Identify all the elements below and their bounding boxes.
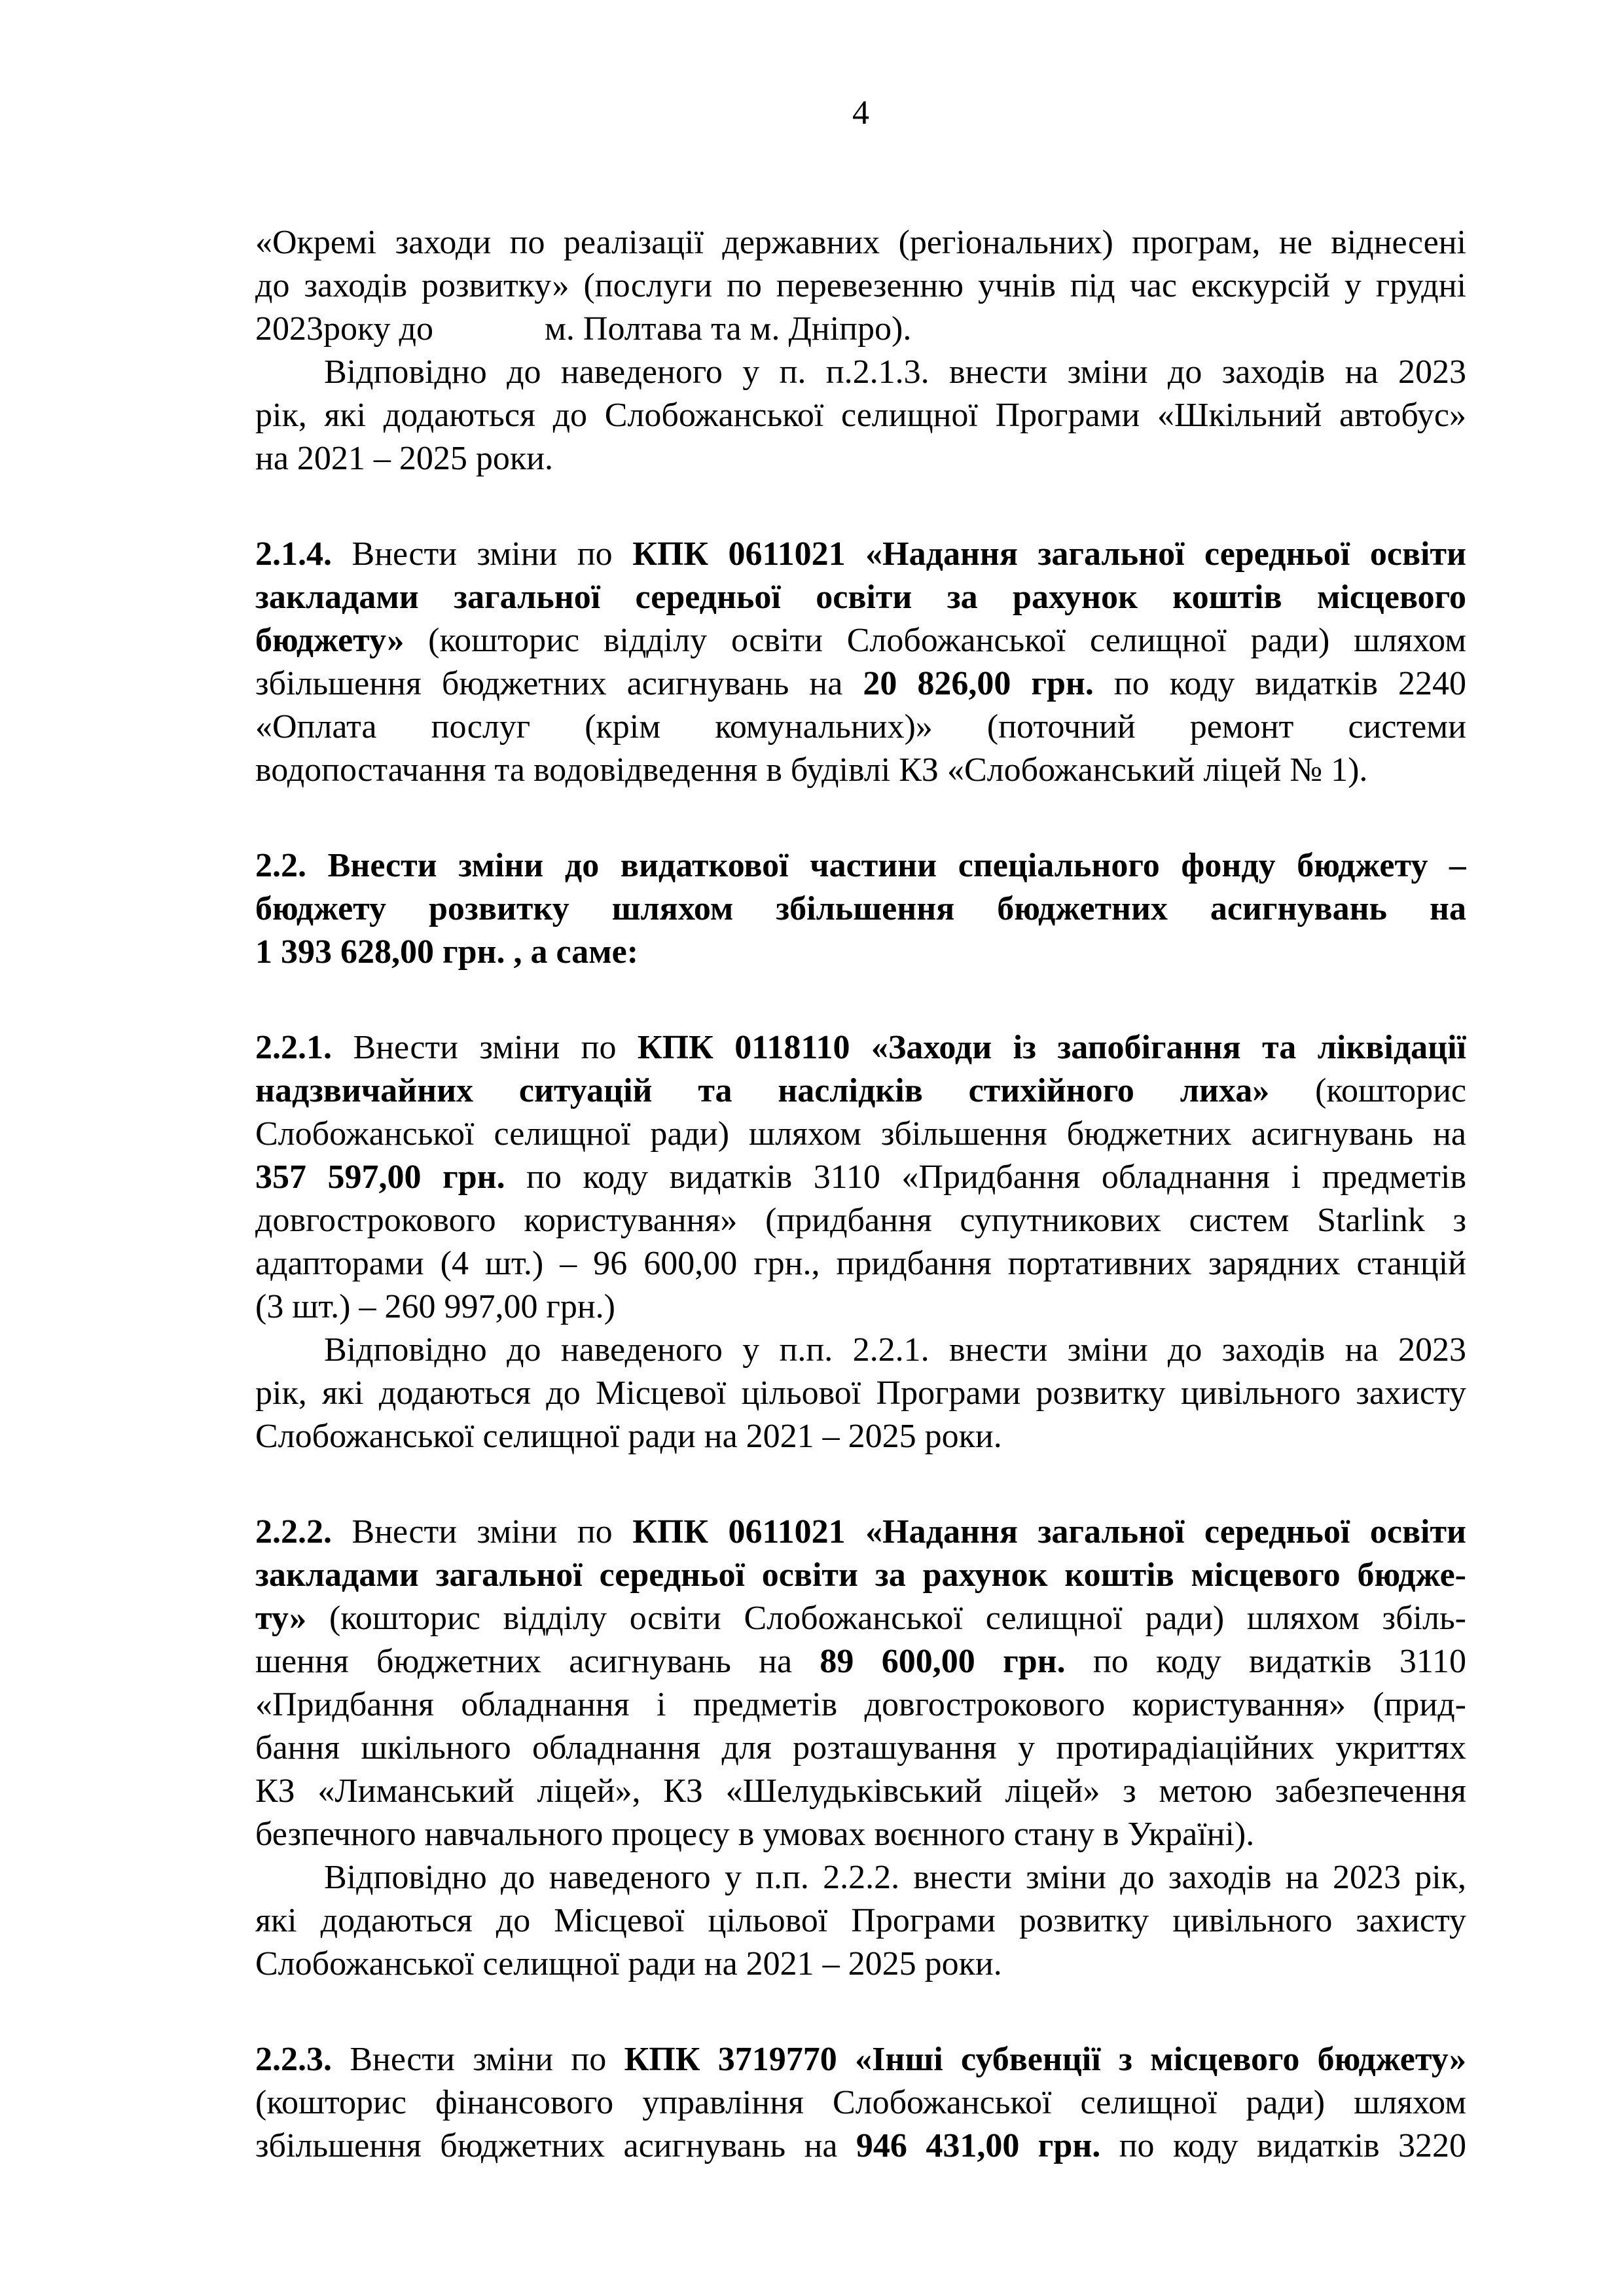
bold-text-run: 1 393 628,00 грн. , а саме: — [255, 933, 639, 971]
text-line — [255, 749, 1466, 792]
text-line — [255, 2125, 1466, 2168]
bold-text-run: 2.2.3. — [255, 2041, 332, 2078]
text-run: Внести зміни по — [332, 1513, 633, 1551]
text-line — [255, 1943, 1466, 1986]
bold-text-run: 946 431,00 грн. — [856, 2127, 1101, 2164]
text-run: збільшення бюджетних асигнувань на — [255, 2127, 856, 2164]
text-run: м. Полтава та м. Дніпро). — [544, 310, 912, 348]
text-line — [255, 1069, 1466, 1113]
text-run: (кошторис фінансового управління Слобожанської селищної ради) шляхом — [255, 2084, 1466, 2121]
text-run: безпечного навчального процесу в умовах воєнного стану в Україні). — [255, 1816, 1255, 1853]
bold-text-run: 2.2. Внести зміни до видаткової частини спеціального фонду бюджету – — [255, 847, 1466, 884]
bold-text-run: надзвичайних ситуацій та наслідків стихійного лиха» — [255, 1072, 1270, 1109]
text-line — [255, 1899, 1466, 1943]
text-line — [255, 264, 1466, 308]
text-run: на 2021 – 2025 роки. — [255, 440, 553, 477]
bold-text-run: бюджету розвитку шляхом збільшення бюджетних асигнувань на — [255, 890, 1466, 927]
text-run: «Придбання обладнання і предметів довгострокового користування» (прид- — [255, 1686, 1466, 1723]
text-run: Відповідно до наведеного у п. п.2.1.3. внести зміни до заходів на 2023 — [324, 353, 1466, 391]
text-line — [255, 931, 1466, 974]
section-2-2-2 — [255, 1511, 1466, 1856]
text-run: «Оплата послуг (крім комунальних)» (поточний ремонт системи — [255, 708, 1466, 745]
text-run: Слобожанської селищної ради на 2021 – 2025 роки. — [255, 1945, 1002, 1982]
section-2-2-3 — [255, 2038, 1466, 2168]
text-line — [255, 1285, 1466, 1329]
section-2-2 — [255, 844, 1466, 974]
text-line — [255, 1770, 1466, 1813]
text-run: Внести зміни по — [332, 1029, 638, 1066]
text-run: адапторами (4 шт.) – 96 600,00 грн., придбання портативних зарядних станцій — [255, 1245, 1466, 1282]
text-run: по коду видатків 2240 — [1093, 665, 1466, 702]
bold-text-run: КПК 3719770 «Інші субвенції з місцевого бюджету» — [624, 2041, 1466, 2078]
text-line — [255, 1813, 1466, 1856]
text-run: Внести зміни по — [332, 2041, 624, 2078]
text-line — [255, 351, 1466, 394]
text-line — [255, 619, 1466, 662]
text-run: Слобожанської селищної ради на 2021 – 2025 роки. — [255, 1418, 1002, 1455]
text-line — [255, 437, 1466, 480]
text-run: бання шкільного обладнання для розташування у протирадіаційних укриттях — [255, 1729, 1466, 1767]
bold-text-run: 357 597,00 грн. — [255, 1158, 505, 1196]
text-line — [255, 2038, 1466, 2081]
bold-text-run: 2.1.4. — [255, 535, 332, 573]
text-run: «Окремі заходи по реалізації державних (регіональних) програм, не віднесені — [255, 224, 1466, 261]
bold-text-run: ту» — [255, 1600, 307, 1637]
text-run: (3 шт.) – 260 997,00 грн.) — [255, 1288, 615, 1325]
text-run: по коду видатків 3110 — [1065, 1643, 1466, 1680]
text-line — [255, 1683, 1466, 1727]
text-line — [255, 221, 1466, 264]
text-run: Внести зміни по — [332, 535, 633, 573]
text-line — [255, 1640, 1466, 1683]
text-line — [255, 888, 1466, 931]
text-line — [255, 1597, 1466, 1640]
text-line — [255, 533, 1466, 576]
text-run: КЗ «Лиманський ліцей», КЗ «Шелудьківський ліцей» з метою забезпечення — [255, 1772, 1466, 1810]
text-line — [255, 1329, 1466, 1372]
bold-text-run: 2.2.1. — [255, 1029, 332, 1066]
text-line — [255, 1372, 1466, 1415]
text-run: по коду видатків 3220 — [1100, 2127, 1466, 2164]
text-run: (кошторис відділу освіти Слобожанської селищної ради) шляхом збіль- — [306, 1600, 1466, 1637]
text-line — [255, 1026, 1466, 1069]
text-run: водопостачання та водовідведення в будівлі КЗ «Слобожанський ліцей № 1). — [255, 751, 1368, 789]
bold-text-run: 2.2.2. — [255, 1513, 332, 1551]
bold-text-run: КПК 0118110 «Заходи із запобігання та ліквідації — [637, 1029, 1466, 1066]
text-run: Слобожанської селищної ради) шляхом збільшення бюджетних асигнувань на — [255, 1115, 1466, 1153]
text-line — [255, 662, 1466, 706]
text-run: Відповідно до наведеного у п.п. 2.2.1. внести зміни до заходів на 2023 — [324, 1331, 1466, 1369]
paragraph-vidpovidno-2-1-3 — [255, 351, 1466, 480]
bold-text-run: закладами загальної середньої освіти за рахунок коштів місцевого — [255, 579, 1466, 616]
text-run: збільшення бюджетних асигнувань на — [255, 665, 863, 702]
text-run: рік, які додаються до Слобожанської селищної Програми «Шкільний автобус» — [255, 397, 1466, 434]
text-run: (кошторис відділу освіти Слобожанської селищної ради) шляхом — [404, 622, 1466, 659]
section-2-2-1 — [255, 1026, 1466, 1329]
text-run: Відповідно до наведеного у п.п. 2.2.2. внести зміни до заходів на 2023 рік, — [324, 1859, 1466, 1896]
text-run: по коду видатків 3110 «Придбання обладнання і предметів — [505, 1158, 1466, 1196]
page-number: 4 — [852, 94, 869, 132]
bold-text-run: 89 600,00 грн. — [820, 1643, 1066, 1680]
bold-text-run: КПК 0611021 «Надання загальної середньої освіти — [632, 1513, 1466, 1551]
paragraph-vidpovidno-2-2-2 — [255, 1856, 1466, 1986]
text-line — [255, 308, 1466, 351]
text-run: довгострокового користування» (придбання супутникових систем Starlink з — [255, 1202, 1466, 1239]
bold-text-run: закладами загальної середньої освіти за рахунок коштів місцевого бюдже- — [255, 1556, 1466, 1594]
text-line — [255, 2081, 1466, 2125]
text-line — [255, 1242, 1466, 1285]
paragraph-vidpovidno-2-2-1 — [255, 1329, 1466, 1458]
bold-text-run: 20 826,00 грн. — [863, 665, 1094, 702]
text-line — [255, 844, 1466, 888]
text-line — [255, 1511, 1466, 1554]
text-line — [255, 1856, 1466, 1899]
bold-text-run: КПК 0611021 «Надання загальної середньої освіти — [632, 535, 1466, 573]
text-run: 2023року до — [255, 310, 433, 348]
text-run: (кошторис — [1269, 1072, 1466, 1109]
document-body — [255, 221, 1466, 2168]
bold-text-run: бюджету» — [255, 622, 405, 659]
text-line — [255, 1199, 1466, 1242]
text-line — [255, 1727, 1466, 1770]
text-line — [255, 1554, 1466, 1597]
text-run: до заходів розвитку» (послуги по перевезенню учнів під час екскурсій у грудні — [255, 267, 1466, 304]
text-run: шення бюджетних асигнувань на — [255, 1643, 820, 1680]
section-2-1-4 — [255, 533, 1466, 792]
paragraph-carryover-school-bus — [255, 221, 1466, 351]
text-line — [255, 576, 1466, 619]
text-line — [255, 706, 1466, 749]
text-line — [255, 1113, 1466, 1156]
text-line — [255, 1415, 1466, 1458]
text-run: які додаються до Місцевої цільової Програми розвитку цивільного захисту — [255, 1902, 1466, 1939]
text-line — [255, 394, 1466, 437]
text-line — [255, 1156, 1466, 1199]
text-run: рік, які додаються до Місцевої цільової Програми розвитку цивільного захисту — [255, 1374, 1466, 1412]
